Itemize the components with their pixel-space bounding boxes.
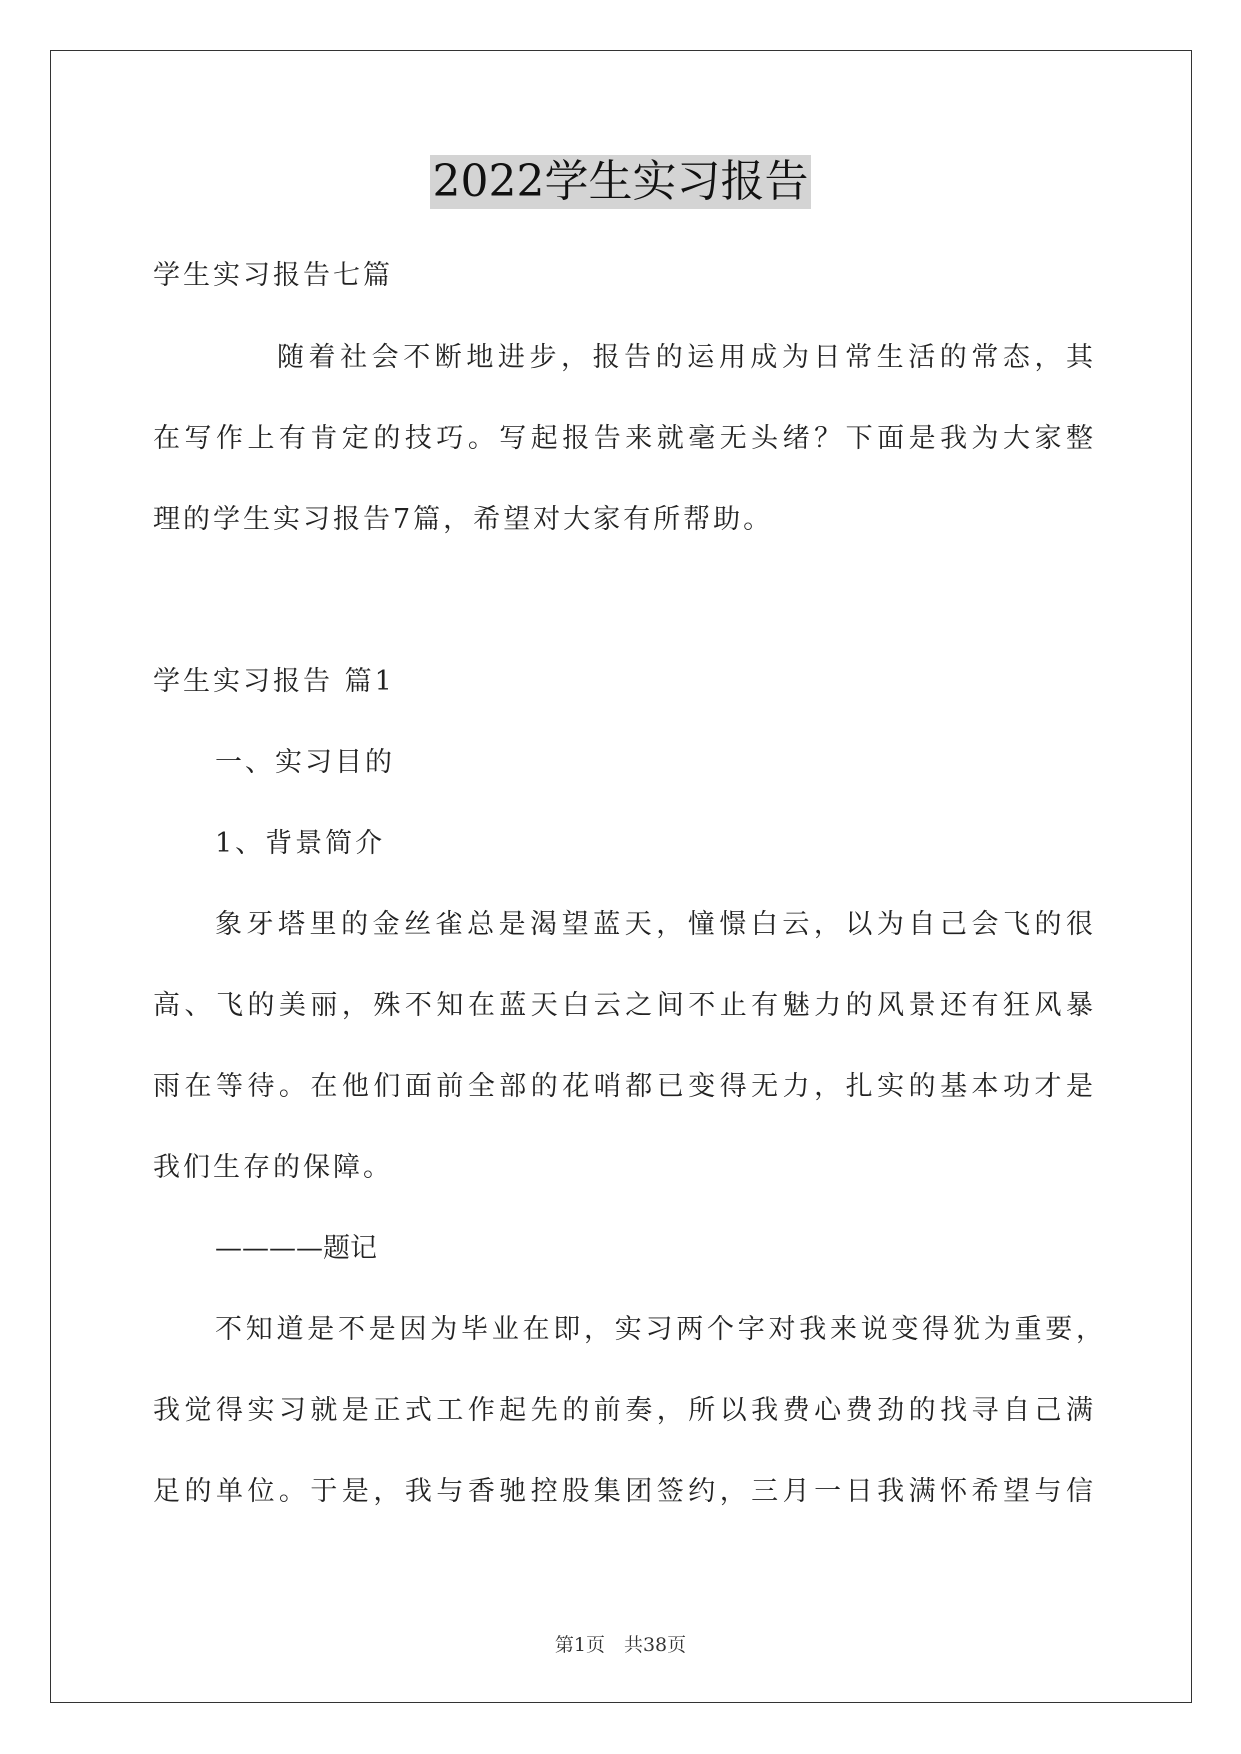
intro-paragraph-line-2: 在写作上有肯定的技巧。写起报告来就毫无头绪？下面是我为大家整 — [153, 423, 1093, 454]
document-title: 2022学生实习报告 — [430, 155, 812, 209]
intro-paragraph-line-1: 随着社会不断地进步，报告的运用成为日常生活的常态，其 — [277, 342, 1093, 373]
epigraph-line-3: 雨在等待。在他们面前全部的花哨都已变得无力，扎实的基本功才是 — [153, 1071, 1093, 1102]
epigraph-line-1: 象牙塔里的金丝雀总是渴望蓝天，憧憬白云，以为自己会飞的很 — [215, 909, 1093, 940]
body-paragraph-line-1: 不知道是不是因为毕业在即，实习两个字对我来说变得犹为重要， — [215, 1314, 1103, 1345]
body-paragraph-line-2: 我觉得实习就是正式工作起先的前奏，所以我费心费劲的找寻自己满 — [153, 1395, 1093, 1426]
body-paragraph-line-3: 足的单位。于是，我与香驰控股集团签约，三月一日我满怀希望与信 — [153, 1476, 1093, 1507]
subsection-heading: 一、实习目的 — [215, 747, 395, 778]
section-heading: 学生实习报告 篇1 — [153, 666, 395, 697]
intro-paragraph-line-3: 理的学生实习报告7篇，希望对大家有所帮助。 — [153, 504, 774, 535]
epigraph-line-4: 我们生存的保障。 — [153, 1152, 393, 1183]
epigraph-line-2: 高、飞的美丽，殊不知在蓝天白云之间不止有魅力的风景还有狂风暴 — [153, 990, 1093, 1021]
page-border — [50, 50, 1192, 1703]
subtitle-line: 学生实习报告七篇 — [153, 260, 393, 291]
subsection-item-heading: 1、背景简介 — [215, 828, 386, 859]
epigraph-attribution: ————题记 — [215, 1233, 377, 1264]
page-number-footer: 第1页 共38页 — [554, 1634, 687, 1656]
document-title-wrapper — [0, 155, 1241, 209]
